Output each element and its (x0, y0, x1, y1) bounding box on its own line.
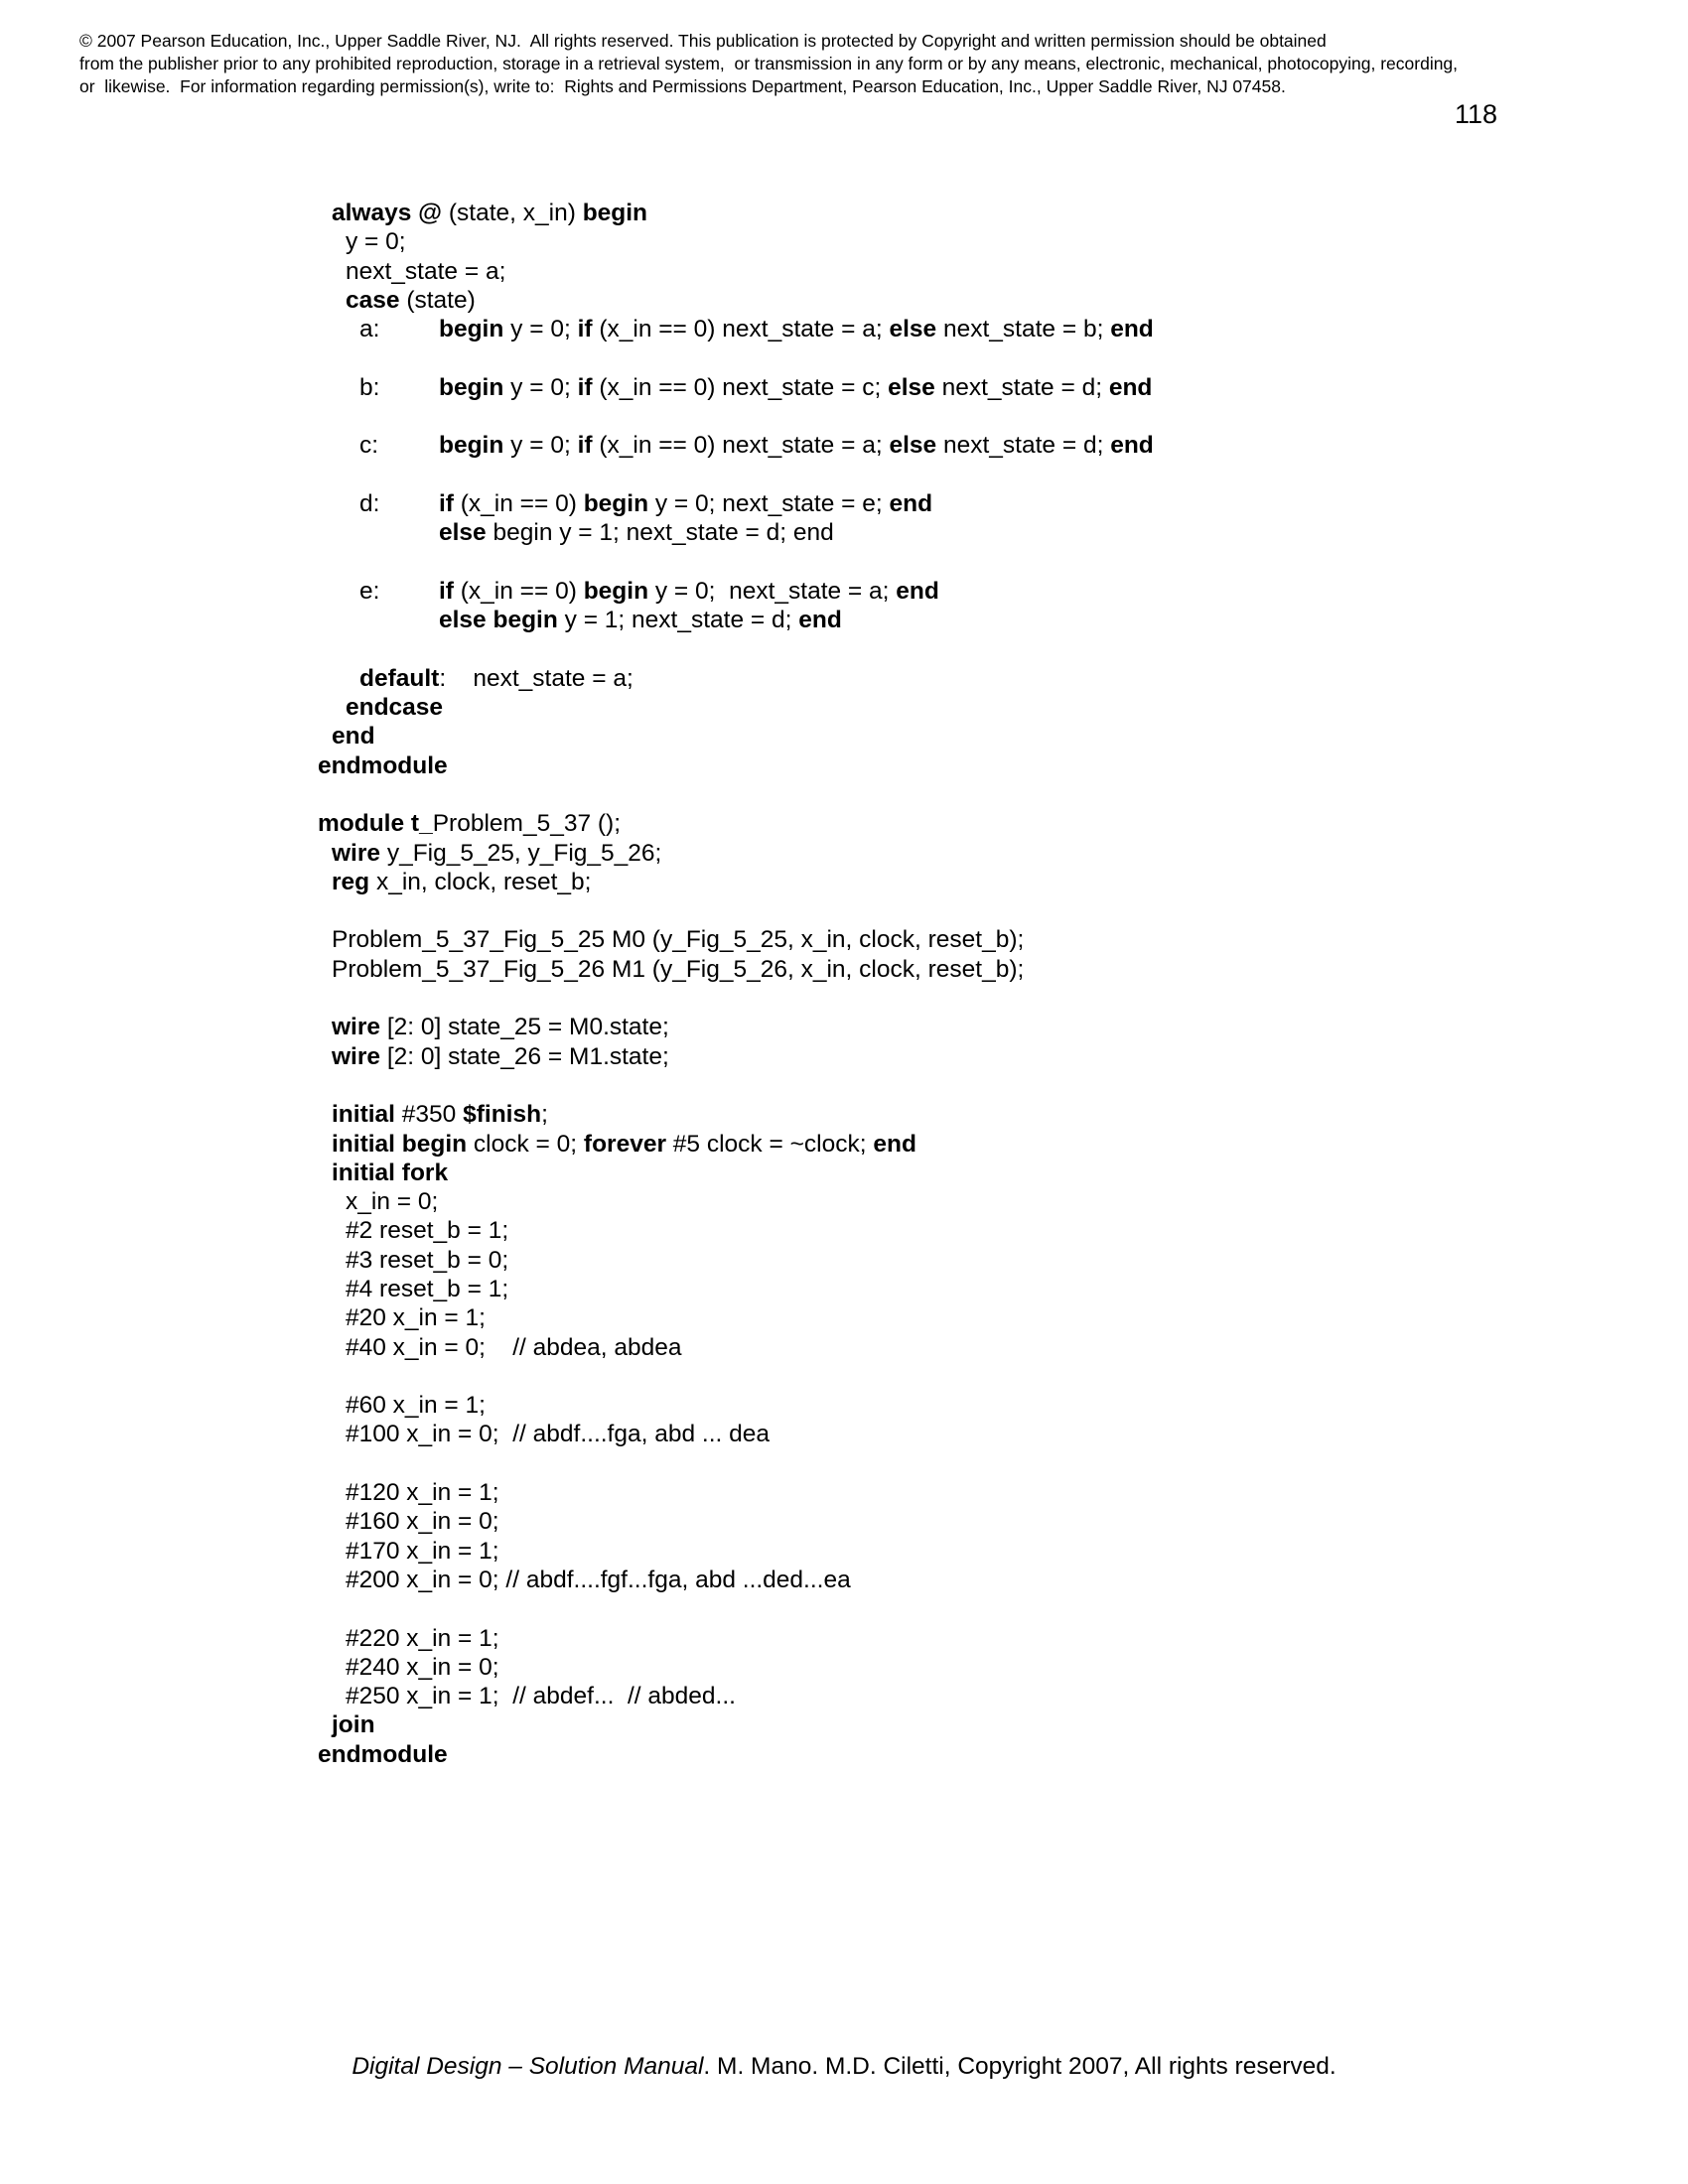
case-items (318, 315, 1509, 664)
code-line-end (318, 722, 1509, 751)
code-text: next_state = b; (936, 316, 1111, 343)
case-body (439, 489, 932, 518)
verilog-code-listing (318, 199, 1509, 1769)
keyword: initial begin (332, 1130, 468, 1158)
blank-line (318, 984, 1509, 1013)
code-line-module (318, 809, 1509, 838)
copyright-line: or likewise. For information regarding permission(s), write to: Rights and Permissions Department, Pearson Education, Inc., Upper Saddle River, NJ 07458. (79, 76, 1286, 96)
code-line-fork (318, 1159, 1509, 1187)
stimulus-line: #20 x_in = 1; (346, 1304, 486, 1332)
keyword: begin (582, 200, 648, 226)
code-text: (state, x_in) (442, 200, 583, 226)
code-line-default (318, 664, 1509, 693)
stimulus-line: #4 reset_b = 1; (346, 1275, 509, 1302)
keyword: end (1110, 316, 1154, 343)
keyword: wire (332, 1042, 381, 1070)
blank-line (318, 461, 1509, 489)
code-line-join (318, 1710, 1509, 1739)
blank-line (318, 780, 1509, 809)
case-body (439, 606, 842, 634)
code-line-finish (318, 1100, 1509, 1129)
blank-line (318, 1071, 1509, 1100)
keyword: begin (439, 316, 504, 343)
keyword: always @ (332, 200, 443, 226)
footer-credits: . M. Mano. M.D. Ciletti, Copyright 2007, All rights reserved. (703, 2053, 1336, 2080)
code-text: next_state = d; (934, 373, 1109, 401)
case-item-line (318, 315, 1509, 343)
case-body (439, 373, 1152, 402)
keyword: initial fork (332, 1159, 449, 1186)
keyword: begin (583, 489, 649, 517)
code-text: y = 0; (503, 432, 578, 460)
keyword: end (332, 723, 375, 751)
case-item-line (318, 518, 1509, 547)
code-line-instance-m0: Problem_5_37_Fig_5_25 M0 (y_Fig_5_25, x_in, clock, reset_b); (332, 926, 1025, 954)
keyword: else (889, 432, 937, 460)
code-text: (state) (399, 286, 476, 314)
case-body (439, 577, 939, 606)
code-text: : next_state = a; (439, 664, 633, 692)
keyword: endcase (346, 694, 444, 722)
copyright-notice (79, 30, 1628, 98)
keyword: end (1108, 373, 1153, 401)
code-text: y_Fig_5_25, y_Fig_5_26; (380, 839, 662, 867)
stimulus-line: #170 x_in = 1; (346, 1537, 499, 1565)
code-text: ; (541, 1101, 548, 1129)
code-text: clock = 0; (467, 1130, 584, 1158)
code-text: (x_in == 0) (453, 577, 584, 605)
case-label: c: (359, 432, 379, 460)
case-label: e: (359, 577, 380, 605)
code-text: (x_in == 0) (453, 489, 584, 517)
keyword: initial (332, 1101, 395, 1129)
blank-line (318, 343, 1509, 372)
keyword: else (889, 316, 937, 343)
stimulus-line: #40 x_in = 0; // abdea, abdea (346, 1333, 682, 1361)
code-line-endmodule (318, 751, 1509, 780)
keyword: end (889, 489, 933, 517)
keyword: begin (583, 577, 649, 605)
stimulus-block (318, 1187, 1509, 1710)
page-footer (0, 2052, 1688, 2082)
stimulus-line: #160 x_in = 0; (346, 1508, 499, 1536)
blank-line (318, 1449, 1509, 1478)
code-text: (x_in == 0) next_state = a; (592, 316, 890, 343)
blank-line (318, 402, 1509, 431)
code-text: next_state = d; (936, 432, 1111, 460)
keyword: wire (332, 1014, 381, 1041)
case-label: b: (359, 373, 380, 401)
case-body (439, 431, 1154, 460)
code-text: [2: 0] state_25 = M0.state; (380, 1014, 669, 1041)
keyword: end (873, 1130, 916, 1158)
keyword: else (439, 519, 487, 547)
code-line-case (318, 286, 1509, 315)
code-text: #5 clock = ~clock; (666, 1130, 874, 1158)
code-line-state25 (318, 1013, 1509, 1041)
blank-line (318, 548, 1509, 577)
keyword: else begin (439, 607, 558, 634)
stimulus-line: #3 reset_b = 0; (346, 1246, 509, 1274)
stimulus-line: #200 x_in = 0; // abdf....fgf...fga, abd ...ded...ea (346, 1566, 851, 1593)
code-text: [2: 0] state_26 = M1.state; (380, 1042, 669, 1070)
keyword: reg (332, 868, 370, 895)
code-text: y = 0; next_state = e; (648, 489, 890, 517)
keyword: end (896, 577, 939, 605)
keyword: endmodule (318, 1740, 448, 1768)
code-text: begin y = 1; next_state = d; end (486, 519, 834, 547)
keyword: if (577, 316, 593, 343)
keyword: if (577, 432, 593, 460)
case-body (439, 315, 1154, 343)
case-item-line (318, 489, 1509, 518)
code-text: x_in, clock, reset_b; (369, 868, 592, 895)
code-line-wire (318, 839, 1509, 868)
stimulus-line: #250 x_in = 1; // abdef... // abded... (346, 1683, 736, 1710)
case-item-line (318, 606, 1509, 634)
stimulus-line: #100 x_in = 0; // abdf....fga, abd ... dea (346, 1421, 771, 1448)
copyright-line: © 2007 Pearson Education, Inc., Upper Saddle River, NJ. All rights reserved. This publication is protected by Copyright and written permission should be obtained (79, 31, 1327, 51)
code-text: y = 0; next_state = a; (648, 577, 897, 605)
keyword: $finish (463, 1101, 542, 1129)
code-line-always (318, 199, 1509, 227)
stimulus-line: #120 x_in = 1; (346, 1479, 499, 1507)
stimulus-line: #240 x_in = 0; (346, 1653, 499, 1681)
keyword: endmodule (318, 751, 448, 779)
blank-line (318, 1362, 1509, 1391)
stimulus-line: x_in = 0; (346, 1188, 439, 1216)
keyword: if (577, 373, 593, 401)
page-number: 118 (1454, 99, 1497, 129)
code-line: y = 0; (346, 228, 406, 256)
blank-line (318, 634, 1509, 663)
stimulus-line: #220 x_in = 1; (346, 1624, 499, 1652)
code-line-reg (318, 868, 1509, 896)
code-text: (x_in == 0) next_state = c; (592, 373, 889, 401)
code-text: #350 (394, 1101, 464, 1129)
keyword: begin (439, 373, 504, 401)
code-text: (x_in == 0) next_state = a; (592, 432, 890, 460)
case-label: d: (359, 489, 380, 517)
keyword: default (359, 664, 440, 692)
code-text: Problem_5_37 (); (432, 810, 622, 838)
footer-book-title: Digital Design – Solution Manual (352, 2053, 704, 2080)
code-text: y = 1; next_state = d; (557, 607, 799, 634)
blank-line (318, 896, 1509, 925)
case-item-line (318, 431, 1509, 460)
keyword: begin (439, 432, 504, 460)
case-item-line (318, 373, 1509, 402)
keyword: wire (332, 839, 381, 867)
code-text: y = 0; (503, 373, 578, 401)
code-line-clock (318, 1130, 1509, 1159)
stimulus-line: #2 reset_b = 1; (346, 1217, 509, 1245)
case-body (439, 518, 834, 547)
code-line-instance-m1: Problem_5_37_Fig_5_26 M1 (y_Fig_5_26, x_in, clock, reset_b); (332, 955, 1025, 983)
code-text: y = 0; (503, 316, 578, 343)
case-item-line (318, 577, 1509, 606)
copyright-line: from the publisher prior to any prohibited reproduction, storage in a retrieval system, or transmission in any form or by any means, electronic, mechanical, photocopying, recording, (79, 54, 1459, 73)
keyword: join (332, 1711, 375, 1739)
keyword: end (798, 607, 842, 634)
keyword: end (1110, 432, 1154, 460)
keyword: else (888, 373, 935, 401)
case-label: a: (359, 316, 380, 343)
code-line-endmodule (318, 1740, 1509, 1769)
keyword: forever (583, 1130, 666, 1158)
blank-line (318, 1594, 1509, 1623)
keyword: module t_ (318, 810, 433, 838)
code-line-state26 (318, 1042, 1509, 1071)
code-line-endcase (318, 693, 1509, 722)
code-line: next_state = a; (346, 257, 506, 285)
keyword: case (346, 286, 400, 314)
stimulus-line: #60 x_in = 1; (346, 1392, 486, 1420)
keyword: if (439, 577, 454, 605)
keyword: if (439, 489, 454, 517)
